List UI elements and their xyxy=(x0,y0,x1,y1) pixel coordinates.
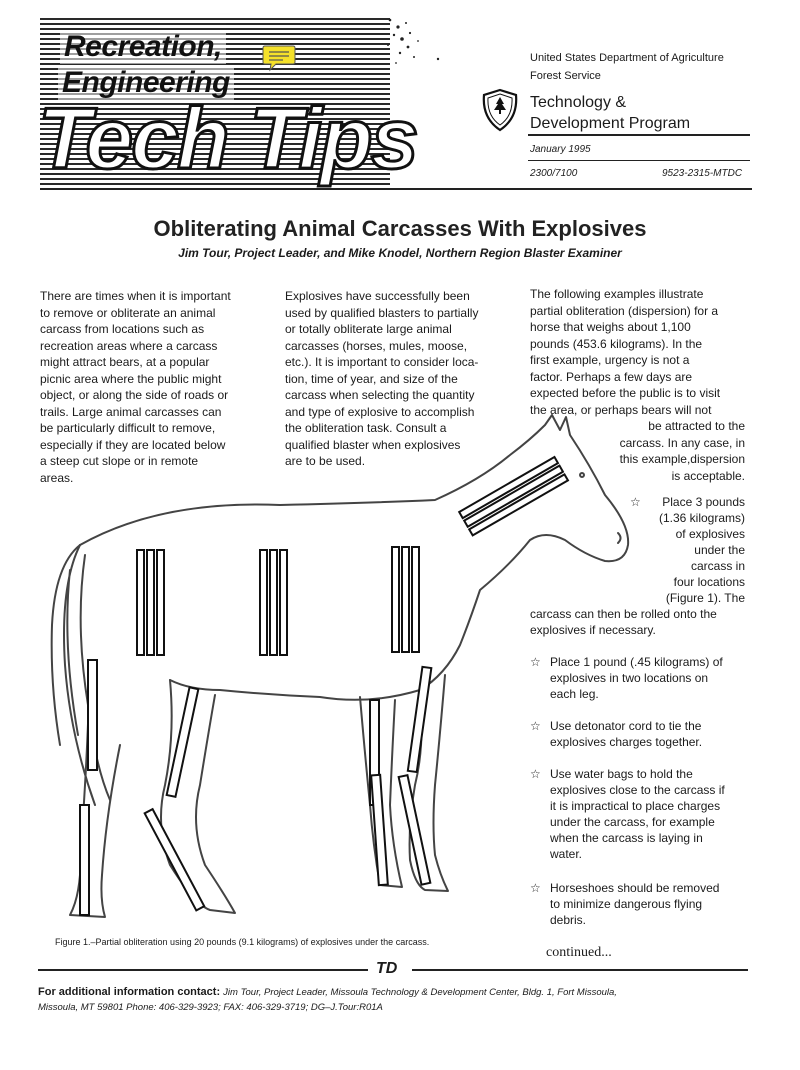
publication-date: January 1995 xyxy=(530,144,591,155)
footer-rule-right xyxy=(412,969,748,971)
doc-code: 2300/7100 xyxy=(530,168,578,179)
text-line: especially if they are located below xyxy=(40,437,226,452)
charge-bar xyxy=(137,550,144,655)
star-bullet-icon: ☆ xyxy=(530,655,541,669)
horse-belly-outline xyxy=(170,680,420,700)
text-line: four locations xyxy=(673,575,745,589)
text-line: this example,dispersion xyxy=(619,452,745,466)
text-line: the area, or perhaps bears will not xyxy=(530,402,712,417)
text-line: factor. Perhaps a few days are xyxy=(530,369,693,384)
td-mark: TD xyxy=(376,960,398,977)
text-line: Use detonator cord to tie the xyxy=(550,719,702,733)
leg-charge-bar xyxy=(408,667,432,772)
charge-bar xyxy=(147,550,154,655)
charge-bar xyxy=(392,547,399,652)
text-line: under the carcass, for example xyxy=(550,815,715,829)
text-line: Place 3 pounds xyxy=(662,495,745,509)
text-line: The following examples illustrate xyxy=(530,287,704,301)
text-line: carcass. In any case, in xyxy=(619,435,745,450)
article-title: Obliterating Animal Carcasses With Explosives xyxy=(153,216,647,241)
charge-bar xyxy=(157,550,164,655)
text-line: partial obliteration (dispersion) for a xyxy=(530,303,719,318)
article-authors: Jim Tour, Project Leader, and Mike Knodel, Northern Region Blaster Examiner xyxy=(178,246,622,260)
charge-bar xyxy=(280,550,287,655)
text-line: carcass from locations such as xyxy=(40,322,205,336)
leg-charge-bar xyxy=(88,660,97,770)
bullet-3 xyxy=(530,718,770,750)
horse-nostril xyxy=(618,533,621,543)
header-rule-thin xyxy=(528,160,750,161)
text-line: There are times when it is important xyxy=(40,289,231,303)
text-line: be attracted to the xyxy=(648,419,745,433)
text-line: Explosives have successfully been xyxy=(285,289,470,303)
forest-service-shield-icon xyxy=(480,88,520,132)
figure-caption: Figure 1.–Partial obliteration using 20 pounds (9.1 kilograms) of explosives under the carcass. xyxy=(55,937,430,947)
text-line: and type of explosive to accomplish xyxy=(285,404,475,419)
contact-footer xyxy=(38,985,768,1015)
bullet-1-continued xyxy=(530,606,770,638)
text-line: to minimize dangerous flying xyxy=(550,897,703,911)
text-line: might attract bears, at a popular xyxy=(40,355,210,369)
charge-bar xyxy=(412,547,419,652)
text-line: is acceptable. xyxy=(671,468,745,483)
charge-bar xyxy=(402,547,409,652)
sticky-note-icon[interactable] xyxy=(262,44,296,72)
star-bullet-icon: ☆ xyxy=(530,719,541,733)
text-line: under the xyxy=(694,543,745,557)
text-line: areas. xyxy=(40,470,74,485)
contact-details-1: Jim Tour, Project Leader, Missoula Technology & Development Center, Bldg. 1, Fort Missoula, xyxy=(223,987,617,998)
text-line: pounds (453.6 kilograms). In the xyxy=(530,336,703,351)
text-line: when the carcass is laying in xyxy=(550,831,703,845)
text-line: be particularly difficult to remove, xyxy=(40,421,216,435)
continued-note: continued... xyxy=(546,945,612,960)
text-line: or totally obliterate large animal xyxy=(285,322,452,336)
program-line-2: Development Program xyxy=(530,115,691,132)
text-line: used by qualified blasters to partially xyxy=(285,305,479,320)
text-line: explosives if necessary. xyxy=(530,623,656,637)
text-line: a steep cut slope or in remote xyxy=(40,454,199,468)
horse-eye xyxy=(580,473,584,477)
text-line: trails. Large animal carcasses can xyxy=(40,404,222,419)
program-name xyxy=(530,92,690,134)
text-line: (1.36 kilograms) xyxy=(658,511,745,525)
logo-engineering: Engineering xyxy=(58,66,234,100)
text-line: water. xyxy=(550,847,583,861)
contact-label: For additional information contact: xyxy=(38,986,221,998)
print-speckle-decoration xyxy=(378,15,448,70)
text-line: debris. xyxy=(550,913,587,927)
header-bottom-rule xyxy=(40,188,752,190)
text-line: carcass when selecting the quantity xyxy=(285,388,475,402)
column-3 xyxy=(530,286,770,418)
text-line: carcasses (horses, mules, moose, xyxy=(285,338,468,353)
doc-number: 9523-2315-MTDC xyxy=(662,168,743,179)
star-bullet-icon: ☆ xyxy=(630,495,641,509)
text-line: (Figure 1). The xyxy=(665,591,745,605)
text-line: each leg. xyxy=(550,687,599,701)
text-line: object, or along the side of roads or xyxy=(40,388,229,402)
text-line: explosives in two locations on xyxy=(550,671,709,685)
text-line: are to be used. xyxy=(285,454,366,468)
text-line: first example, urgency is not a xyxy=(530,353,690,367)
text-line: etc.). It is important to consider loca- xyxy=(285,355,479,369)
charge-bar xyxy=(270,550,277,655)
text-line: explosives close to the carcass if xyxy=(550,783,725,797)
bullet-2 xyxy=(530,654,770,702)
footer-rule-left xyxy=(38,969,368,971)
bullet-4 xyxy=(530,766,770,862)
logo-recreation: Recreation, xyxy=(60,30,226,64)
text-line: Horseshoes should be removed xyxy=(550,881,720,895)
bullet-1 xyxy=(630,494,745,606)
bullet-5 xyxy=(530,880,770,928)
logo-tech-tips: Tech Tips xyxy=(38,91,417,187)
text-line: to remove or obliterate an animal xyxy=(40,305,216,320)
text-line: recreation areas where a carcass xyxy=(40,338,218,353)
horse-hindquarter-outline xyxy=(52,545,80,745)
text-line: carcass in xyxy=(690,559,745,573)
forest-service: Forest Service xyxy=(530,70,601,82)
star-bullet-icon: ☆ xyxy=(530,881,541,895)
text-line: expected before the public is to visit xyxy=(530,386,721,400)
leg-charge-bar xyxy=(80,805,89,915)
charge-bar xyxy=(260,550,267,655)
star-bullet-icon: ☆ xyxy=(530,767,541,781)
text-line: of explosives xyxy=(675,527,745,541)
text-line: it is impractical to place charges xyxy=(550,799,721,813)
leg-charge-bar xyxy=(371,775,388,885)
text-line: picnic area where the public might xyxy=(40,371,222,386)
text-line: qualified blaster when explosives xyxy=(285,437,461,452)
text-line: horse that weighs about 1,100 xyxy=(530,320,691,334)
agency-name: United States Department of Agriculture xyxy=(530,52,724,64)
neck-charge-bar xyxy=(464,466,563,527)
header-rule xyxy=(528,134,750,136)
text-line: carcass can then be rolled onto the xyxy=(530,607,717,621)
text-line: Place 1 pound (.45 kilograms) of xyxy=(550,655,723,669)
text-line: tion, time of year, and size of the xyxy=(285,371,458,386)
text-line: explosives charges together. xyxy=(550,735,703,749)
text-line: Use water bags to hold the xyxy=(550,767,693,781)
program-line-1: Technology & xyxy=(530,94,627,111)
text-line: the obliteration task. Consult a xyxy=(285,421,447,435)
contact-details-2: Missoula, MT 59801 Phone: 406-329-3923; FAX: 406-329-3719; DG–J.Tour:R01A xyxy=(38,1002,383,1013)
